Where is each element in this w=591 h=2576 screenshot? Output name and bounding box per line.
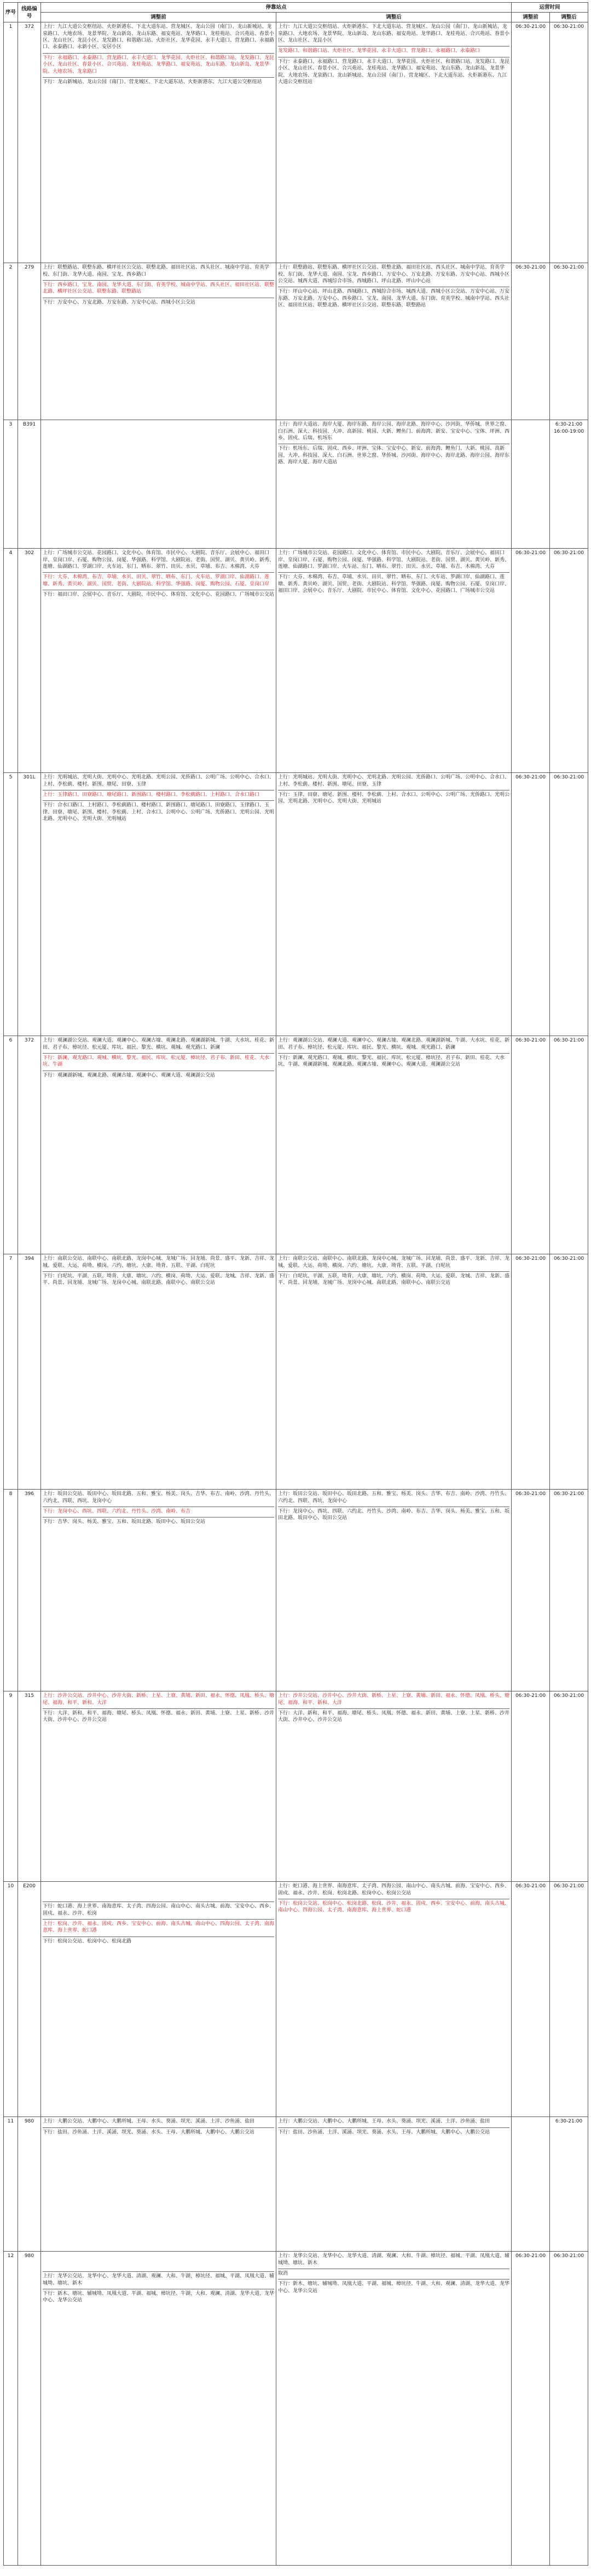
stop-segment: 下行：白坭坑、平湖、五联、坳背、大康、塘坑、六约、横岗、荷坳、大运、爱联、龙城、吉祥、龙新、盛平、尚景、回龙埔、龙城广场、龙岗中心城、南联北路、南联中心、南联公交站 (278, 1271, 509, 1288)
stop-segment: 上行：沙井公交站、沙井中心、沙井大街、新桥、上星、上寮、黄埔、新田、福永、怀德、凤凰、桥头、塘尾、福海、和平、新和、大洋 (43, 1693, 275, 1706)
stop-segment: 下行：盐田、沙鱼涌、土洋、溪涌、坝光、葵涌、水头、王母、大鹏所城、大鹏中心、大鹏公交站 (278, 2127, 509, 2137)
stops-before-cell (41, 420, 276, 549)
stops-after-cell (276, 2252, 512, 2566)
stop-segment (43, 1883, 274, 1900)
table-body (4, 22, 588, 2566)
stop-segment: 上行：松岗、沙井、福永、固戍、西乡、宝安中心、前海、南头古城、南山中心、四海公园、太子湾、南海意库、海上世界、蛇口港 (43, 1919, 274, 1935)
stop-segment: 下行：万安中心、万安北路、万安东路、万安中心站、西城小区公交站 (43, 298, 274, 307)
stops-before-cell (41, 1882, 276, 2117)
line-number: E200 (18, 1882, 41, 2117)
stops-after-cell (276, 263, 512, 420)
stops-after-cell (276, 420, 512, 549)
line-number: 302 (18, 549, 41, 773)
header-stops: 停靠站点 (41, 3, 512, 13)
stop-segment: 上行：沙井公交站、沙井中心、沙井大街、新桥、上星、上寮、黄埔、新田、福永、怀德、凤凰、桥头、塘尾、福海、和平、新和、大洋 (278, 1693, 510, 1706)
stop-segment: 上行：联整路站、联整东路、横坪社区公交站、联整北路、福田社区站、西头社区、城南中学站、育英学校、东门街、龙华大道、南园、宝龙、西乡路口 (43, 265, 270, 277)
row-index: 2 (4, 263, 18, 420)
header-time-after: 调整后 (550, 13, 588, 22)
table-row (4, 420, 588, 549)
header-line-no: 线路编号 (18, 3, 41, 22)
time-after: 06:30-21:00 (550, 1882, 588, 2117)
time-after: 06:30-21:00 (550, 1254, 588, 1490)
row-index: 9 (4, 1691, 18, 1882)
table-row (4, 1036, 588, 1254)
stop-segment: 上行：广场城市公交站、花园路口、文化中心、体育馆、市民中心、大剧院、音乐厅、会展中心、福田口岸、皇岗口岸、石厦、购物公园、岗厦、华强路、科学馆、大剧院站、老街、国贸、湖贝、黄贝岭、新秀、莲塘、仙湖路口、罗湖口岸、火车站、东门、晒布、翠竹、田贝、水贝、草埔、布吉、木棉湾、大芬 (278, 550, 510, 570)
row-index: 4 (4, 549, 18, 773)
stop-segment: 上行：光明城站、光明大街、光明中心、光明北路、光明公园、光侨路口、公明广场、公明中心、合水口、上村、李松蓢、楼村、新围、塘尾、田寮、玉律 (278, 775, 510, 787)
row-index: 12 (4, 2252, 18, 2566)
stop-segment: 下行：大洋、新和、和平、福海、塘尾、桥头、凤凰、怀德、福永、新田、黄埔、上寮、上星、新桥、沙井大街、沙井中心、沙井公交站 (278, 1708, 509, 1725)
line-number: B391 (18, 420, 41, 549)
time-before (512, 2117, 550, 2252)
stops-after-cell (276, 1490, 512, 1691)
table-row (4, 2117, 588, 2252)
time-before: 06:30-21:00 (512, 773, 550, 1036)
stops-after-cell (276, 773, 512, 1036)
stop-segment: 上行：九江大道公交枢纽站、火炬新港东、下北大道东站、营龙城区、龙山公园（南门）、龙山新城站、龙泉路口、大地农场、龙景华院、龙山新岛、龙山东路、福安苑站、龙华路口、龙桂苑站、合兴苑站、春景小区、龙山社区、龙昆小区 (278, 24, 510, 44)
time-after: 6:30-21:00 (550, 2117, 588, 2252)
stops-before-cell (41, 1036, 276, 1254)
stops-before-cell (41, 22, 276, 263)
stops-before-cell (41, 1691, 276, 1882)
stop-segment: 下行：新木、塘坑、辅城坳、凤凰大道、平湖、福城、樟坑径、牛湖、大和、观澜、清湖、龙华大道、龙华中心、龙华公交站 (278, 2279, 509, 2295)
stops-before-cell (41, 2252, 276, 2566)
stop-segment: 上行：坂田公交站、坂田中心、坂田北路、五和、雅宝、杨美、岗头、吉华、布吉、南岭、沙湾、丹竹头、六约北、四联、西坑、龙岗中心 (43, 1491, 275, 1504)
line-number: 279 (18, 263, 41, 420)
stops-after-cell (276, 1036, 512, 1254)
header-after: 调整后 (276, 13, 512, 22)
stop-segment: 上行：联整路站、联整东路、横坪社区公交站、联整北路、福田社区站、西头社区、城南中学站、育英学校、东门街、龙华大道、南园、宝龙、西乡路口、万安中心、万安北路、万安东路、万安中心站、西城小区公交站、城西大道、西城综合市场、西城路口、坪山北路、坪山中心站 (278, 265, 510, 284)
line-number: 394 (18, 1254, 41, 1490)
row-index: 10 (4, 1882, 18, 2117)
row-index: 6 (4, 1036, 18, 1254)
time-before: 06:30-21:00 (512, 22, 550, 263)
row-index: 8 (4, 1490, 18, 1691)
table-row (4, 2252, 588, 2566)
time-before: 06:30-21:00 (512, 1691, 550, 1882)
stop-segment: 下行：大洋、新和、和平、福海、塘尾、桥头、凤凰、怀德、福永、新田、黄埔、上寮、上星、新桥、沙井大街、沙井中心、沙井公交站 (43, 1708, 274, 1725)
stop-segment: 上行：观澜湖公交站、观澜大道、观澜中心、观澜古墟、观澜北路、观澜湖新城、牛湖、大水坑、桂花、新田、君子布、樟坑径、松元厦、库坑、福民、黎光、横坑、观城、观光路口、新澜 (43, 1038, 275, 1050)
time-before: 06:30-21:00 (512, 2252, 550, 2566)
time-after: 6:30-21:00 16:00-19:00 (550, 420, 588, 549)
stop-segment: 下行：永福路口、永泰路口、营龙路口、永丰大道口、龙华花园、火炬社区、和谐路口站、龙发路口、龙昆小区、龙山社区、春景小区、合兴苑站、龙桂苑站、龙华路口、福安苑站、龙山东路、龙山新岛、龙景华院、大地农场、龙泉路口 (43, 53, 274, 76)
stop-segment: 上行：龙华公交站、龙华中心、龙华大道、清湖、观澜、大和、牛湖、樟坑径、福城、平湖、凤凰大道、辅城坳、塘坑、新木 (43, 2271, 274, 2288)
time-before: 06:30-21:00 (512, 1036, 550, 1254)
time-after: 06:30-21:00 (550, 22, 588, 263)
stop-segment: 下行：玉律、田寮、塘尾、新围、楼村、李松蓢、上村、合水口、公明中心、公明广场、光侨路口、光明公园、光明北路、光明中心、光明大街、光明城站 (278, 790, 509, 806)
header-before: 调整前 (41, 13, 276, 22)
stop-segment: 取消 (278, 2269, 509, 2278)
header-seq: 序号 (4, 3, 18, 22)
stop-segment: 上行：海岸大道站、海岸大厦、海岸东路、海岸公园、海岸北路、海岸中心、沙河街、华侨城、世界之窗、白石洲、深大、科技园、大冲、高新园、桃园、大新、鲤鱼门、前海湾、新安、宝安中心、宝体、坪洲、西乡、固戍、后瑞、机场东 (278, 422, 510, 441)
time-after: 06:30-21:00 (550, 1490, 588, 1691)
row-index: 3 (4, 420, 18, 549)
table-row (4, 773, 588, 1036)
time-before: 06:30-21:00 (512, 263, 550, 420)
stop-segment: 下行：观澜湖新城、观澜北路、观澜古墟、观澜中心、观澜大道、观澜湖公交站 (43, 1071, 274, 1080)
stop-segment: 下行：白坭坑、平湖、五联、坳背、大康、塘坑、六约、横岗、荷坳、大运、爱联、龙城、吉祥、龙新、盛平、尚景、回龙埔、龙城广场、龙岗中心城、南联北路、南联中心、南联公交站 (43, 1271, 274, 1288)
stop-segment: 下行：永泰路口、永福路口、营龙路口、永丰大道口、龙华花园、火炬社区、和谐路口站、龙发路口、龙昆小区、龙山社区、春景小区、合兴苑站、龙桂苑站、龙华路口、福安苑站、龙山东路、龙山新岛、龙景华院、大地农场、龙泉路口、龙山新城站、龙山公园（南门）、营龙城区、下北大道东站、火炬新港东、九江大道公交枢纽站 (278, 57, 509, 87)
route-adjustment-table (3, 2, 588, 2566)
time-after: 06:30-21:00 (550, 773, 588, 1036)
header-time-before: 调整前 (512, 13, 550, 22)
stops-after-cell (276, 1691, 512, 1882)
table-row (4, 1691, 588, 1882)
row-index: 1 (4, 22, 18, 263)
stops-after-cell (276, 22, 512, 263)
row-index: 7 (4, 1254, 18, 1490)
line-number: 301L (18, 773, 41, 1036)
stop-segment: 上行：南联公交站、南联中心、南联北路、龙岗中心城、龙城广场、回龙埔、尚景、盛平、龙新、吉祥、龙城、爱联、大运、荷坳、横岗、六约、塘坑、大康、坳背、五联、平湖、白坭坑 (278, 1256, 510, 1269)
time-after: 06:30-21:00 (550, 263, 588, 420)
line-number: 372 (18, 22, 41, 263)
line-number: 980 (18, 2252, 41, 2566)
stops-before-cell (41, 2117, 276, 2252)
stop-segment: 下行：松岗公交站、松岗中心、松岗北路 (43, 1937, 274, 1946)
stops-after-cell (276, 2117, 512, 2252)
stop-segment: 上行：观澜湖公交站、观澜大道、观澜中心、观澜古墟、观澜北路、观澜湖新城、牛湖、大水坑、桂花、新田、君子布、樟坑径、松元厦、库坑、福民、黎光、横坑、观城、观光路口、新澜 (278, 1038, 510, 1050)
row-index: 11 (4, 2117, 18, 2252)
time-before: 06:30-21:00 (512, 1882, 550, 2117)
stop-segment: 下行：福田口岸、会展中心、音乐厅、大剧院、市民中心、体育馆、文化中心、花园路口、广场城市公交站 (43, 590, 274, 599)
stop-segment: 上行：玉律路口、田寮路口、塘尾路口、新围路口、楼村路口、李松蓢路口、上村路口、合水口路口 (43, 790, 274, 799)
stop-segment: 上行：龙华公交站、龙华中心、龙华大道、清湖、观澜、大和、牛湖、樟坑径、福城、平湖、凤凰大道、辅城坳、塘坑、新木 (278, 2253, 510, 2266)
stop-segment: 上行：九江大道公交枢纽站、火炬新港东、下北大道东站、营龙城区、龙山公园（南门）、龙山新城站、龙泉路口、大地农场、龙景华院、龙山新岛、龙山东路、福安苑站、龙华路口、龙桂苑站、合兴苑站、春景小区、龙山社区、龙昆小区、龙发路口、和谐路口站、火炬社区、龙华花园、永丰大道口、营龙路口、永福路口、永泰路口、永新小区、安居小区 (43, 24, 275, 50)
stops-before-cell (41, 1254, 276, 1490)
stop-segment: 下行：西乡路口、宝龙、南园、龙华大道、东门街、育英学校、城南中学站、西头社区、福田社区站、联整北路、横坪社区公交站、联整东路、联整路站 (43, 280, 274, 296)
stop-segment: 下行：龙岗中心、西坑、四联、六约北、丹竹头、沙湾、南岭、布吉、吉华、岗头、杨美、雅宝、五和、坂田北路、坂田中心、坂田公交站 (278, 1507, 509, 1523)
stop-segment: 下行：龙山新城站、龙山公园（南门）、营龙城区、下北大道东站、火炬新港东、九江大道公交枢纽站 (43, 77, 274, 86)
time-before: 06:30-21:00 (512, 1254, 550, 1490)
line-number: 980 (18, 2117, 41, 2252)
stop-segment: 龙发路口、和谐路口站、火炬社区、龙华花园、永丰大道口、营龙路口、永福路口、永泰路口 (278, 46, 509, 55)
row-index: 5 (4, 773, 18, 1036)
stop-segment: 下行：新澜、观光路口、观城、横坑、黎光、福民、库坑、松元厦、樟坑径、君子布、新田、桂花、大水坑、牛湖、观澜湖新城、观澜北路、观澜古墟、观澜中心、观澜大道、观澜湖公交站 (278, 1053, 509, 1069)
table-row (4, 1490, 588, 1691)
line-number: 396 (18, 1490, 41, 1691)
stop-segment: 下行：大芬、木棉湾、布吉、草埔、水贝、田贝、翠竹、晒布、东门、火车站、罗湖口岸、仙湖路口、莲塘、新秀、黄贝岭、湖贝、国贸、老街、大剧院站、科学馆、华强路、岗厦、购物公园、石厦、皇岗口岸、福田口岸、会展中心、音乐厅、大剧院、市民中心、体育馆、文化中心、花园路口、广场城市公交站 (278, 572, 509, 595)
stops-before-cell (41, 1490, 276, 1691)
stop-segment: 下行：大芬、木棉湾、布吉、草埔、水贝、田贝、翠竹、晒布、东门、火车站、罗湖口岸、仙湖路口、莲塘、新秀、黄贝岭、湖贝、国贸、老街、大剧院站、科学馆、华强路、岗厦、购物公园、石厦、皇岗口岸 (43, 572, 274, 589)
stop-segment: 下行：合水口路口、上村路口、李松蓢路口、楼村路口、新围路口、塘尾路口、田寮路口、玉律路口、玉律、田寮、塘尾、新围、楼村、李松蓢、上村、合水口、公明中心、公明广场、光侨路口、光明公园、光明北路、光明中心、光明大街、光明城站 (43, 800, 274, 823)
table-row (4, 263, 588, 420)
stop-segment: 上行：坂田公交站、坂田中心、坂田北路、五和、雅宝、杨美、岗头、吉华、布吉、南岭、沙湾、丹竹头、六约北、四联、西坑、龙岗中心 (278, 1491, 510, 1504)
stop-segment: 上行：大鹏公交站、大鹏中心、大鹏所城、王母、水头、葵涌、坝光、溪涌、土洋、沙鱼涌、盐田 (43, 2119, 255, 2125)
stop-segment: 下行：坪山中心站、坪山北路、西城路口、西城综合市场、城西大道、西城小区公交站、万安中心站、万安东路、万安北路、万安中心、西乡路口、宝龙、南园、龙华大道、东门街、育英学校、城南中学站、西头社区、福田社区站、联整北路、横坪社区公交站、联整东路、联整路站 (278, 287, 509, 310)
stop-segment: 上行：光明城站、光明大街、光明中心、光明北路、光明公园、光侨路口、公明广场、公明中心、合水口、上村、李松蓢、楼村、新围、塘尾、田寮、玉律 (43, 775, 275, 787)
stops-after-cell (276, 549, 512, 773)
stops-before-cell (41, 263, 276, 420)
time-before: 06:30-21:00 (512, 1490, 550, 1691)
time-after: 06:30-21:00 (550, 1691, 588, 1882)
stop-segment: 上行：蛇口港、海上世界、南海意库、太子湾、四海公园、南山中心、南头古城、前海、宝安中心、西乡、固戍、福永、沙井、松岗、松岗北路、松岗中心、松岗公交站 (278, 1883, 510, 1896)
stops-before-cell (41, 773, 276, 1036)
stop-segment: 上行：大鹏公交站、大鹏中心、大鹏所城、王母、水头、葵涌、坝光、溪涌、土洋、沙鱼涌、盐田 (278, 2119, 490, 2125)
stop-segment: 下行：新木、塘坑、辅城坳、凤凰大道、平湖、福城、樟坑径、牛湖、大和、观澜、清湖、龙华大道、龙华中心、龙华公交站 (43, 2289, 274, 2305)
stops-after-cell (276, 1882, 512, 2117)
stop-segment: 上行：南联公交站、南联中心、南联北路、龙岗中心城、龙城广场、回龙埔、尚景、盛平、龙新、吉祥、龙城、爱联、大运、荷坳、横岗、六约、塘坑、大康、坳背、五联、平湖、白坭坑 (43, 1256, 275, 1269)
stops-after-cell (276, 1254, 512, 1490)
stop-segment: 下行：松岗公交站、松岗中心、松岗北路、松岗、沙井、福永、固戍、西乡、宝安中心、前海、南头古城、南山中心、四海公园、太子湾、南海意库、海上世界、蛇口港 (278, 1899, 509, 1915)
time-before: 06:30-21:00 (512, 549, 550, 773)
table-row (4, 1254, 588, 1490)
header-run-time: 运营时间 (512, 3, 588, 13)
stop-segment: 下行：机场东、后瑞、固戍、西乡、坪洲、宝体、宝安中心、新安、前海湾、鲤鱼门、大新、桃园、高新园、大冲、科技园、深大、白石洲、世界之窗、华侨城、沙河街、海岸中心、海岸北路、海岸公园、海岸东路、海岸大厦、海岸大道站 (278, 444, 509, 467)
stop-segment: 下行：蛇口港、海上世界、南海意库、太子湾、四海公园、南山中心、南头古城、前海、宝安中心、西乡、固戍、福永、沙井、松岗 (43, 1902, 274, 1918)
time-before (512, 420, 550, 549)
time-after: 06:30-21:00 (550, 1036, 588, 1254)
table-row (4, 22, 588, 263)
table-row (4, 549, 588, 773)
stop-segment: 下行：吉华、岗头、杨美、雅宝、五和、坂田北路、坂田中心、坂田公交站 (43, 1517, 274, 1526)
stop-segment: 下行：新澜、观光路口、观城、横坑、黎光、福民、库坑、松元厦、樟坑径、君子布、新田、桂花、大水坑、牛湖 (43, 1053, 274, 1069)
line-number: 315 (18, 1691, 41, 1882)
stop-segment: 下行：龙岗中心、西坑、四联、六约北、丹竹头、沙湾、南岭、布吉 (43, 1507, 274, 1516)
stop-segment: 上行：广场城市公交站、花园路口、文化中心、体育馆、市民中心、大剧院、音乐厅、会展中心、福田口岸、皇岗口岸、石厦、购物公园、岗厦、华强路、科学馆、大剧院站、老街、国贸、湖贝、黄贝岭、新秀、莲塘、仙湖路口、罗湖口岸、火车站、东门、晒布、翠竹、田贝、水贝、草埔、布吉、木棉湾、大芬 (43, 550, 275, 570)
stop-segment (43, 421, 274, 439)
time-after: 06:30-21:00 (550, 2252, 588, 2566)
line-number: 372 (18, 1036, 41, 1254)
time-after: 06:30-21:00 (550, 549, 588, 773)
table-row (4, 1882, 588, 2117)
stop-segment: 下行：盐田、沙鱼涌、土洋、溪涌、坝光、葵涌、水头、王母、大鹏所城、大鹏中心、大鹏公交站 (43, 2127, 274, 2137)
stop-segment (43, 2253, 274, 2270)
stops-before-cell (41, 549, 276, 773)
